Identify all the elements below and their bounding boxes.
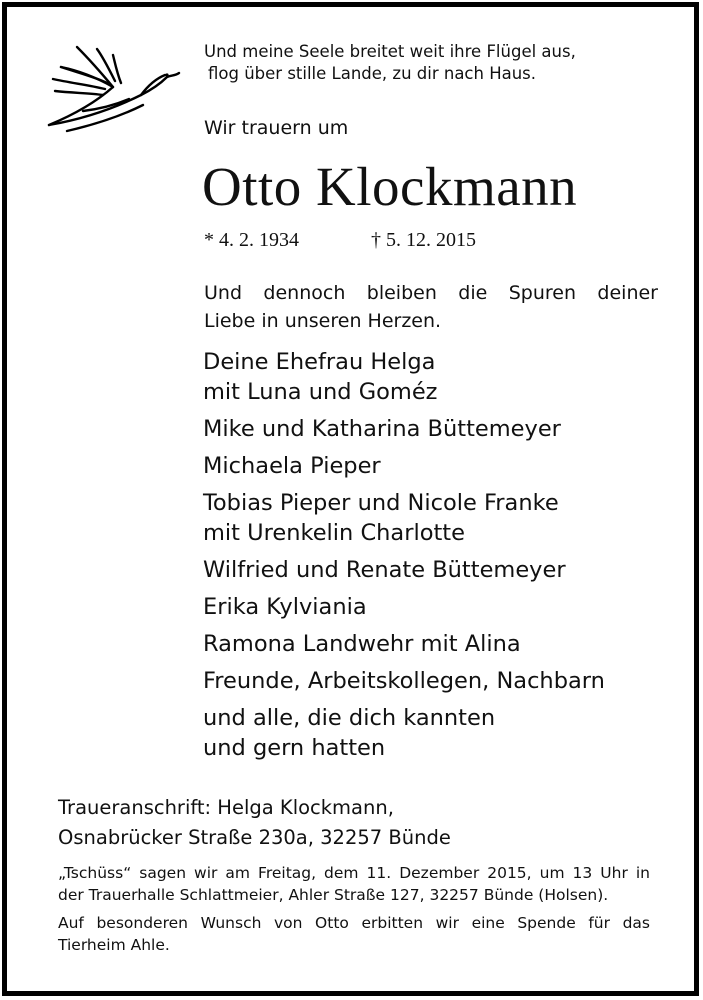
- verse-line: Liebe in unseren Herzen.: [204, 310, 442, 332]
- deceased-name: Otto Klockmann: [202, 156, 578, 217]
- note-line: „Tschüss“ sagen wir am Freitag, dem 11. Dezember 2015, um 13 Uhr in: [58, 864, 650, 882]
- mourner-line: Erika Kylviania: [203, 594, 367, 620]
- verse-line: Und dennoch bleiben die Spuren deiner: [204, 282, 658, 304]
- address-line: Traueranschrift: Helga Klockmann,: [58, 796, 394, 819]
- dove-icon: [43, 39, 183, 139]
- mourner-line: Tobias Pieper und Nicole Franke: [203, 490, 559, 516]
- epigraph-line: Und meine Seele breitet weit ihre Flügel aus,: [204, 42, 576, 61]
- mourner-line: Mike und Katharina Büttemeyer: [203, 416, 561, 442]
- mourner-line: Wilfried und Renate Büttemeyer: [203, 557, 566, 583]
- mourner-line: mit Urenkelin Charlotte: [203, 520, 465, 546]
- note-line: Auf besonderen Wunsch von Otto erbitten wir eine Spende für das: [58, 914, 650, 932]
- mourner-entry: [203, 451, 605, 481]
- funeral-notes: [58, 862, 650, 962]
- note-line: der Trauerhalle Schlattmeier, Ahler Straße 127, 32257 Bünde (Holsen).: [58, 886, 609, 904]
- mourner-line: mit Luna und Goméz: [203, 379, 438, 405]
- mourners-list: [203, 347, 605, 770]
- mourner-line: Deine Ehefrau Helga: [203, 349, 436, 375]
- mourner-entry: [203, 592, 605, 622]
- address-line: Osnabrücker Straße 230a, 32257 Bünde: [58, 826, 451, 849]
- funeral-service-note: [58, 862, 650, 906]
- donation-note: [58, 912, 650, 956]
- obituary-card: [2, 2, 699, 996]
- epigraph-line: flog über stille Lande, zu dir nach Haus.: [208, 64, 537, 83]
- mourner-line: Ramona Landwehr mit Alina: [203, 631, 521, 657]
- mourner-entry: [203, 555, 605, 585]
- mourner-entry: [203, 703, 605, 763]
- death-date: † 5. 12. 2015: [371, 229, 476, 251]
- mourner-entry: [203, 666, 605, 696]
- mourner-entry: [203, 488, 605, 548]
- mourner-line: Freunde, Arbeitskollegen, Nachbarn: [203, 668, 605, 694]
- mourner-line: Michaela Pieper: [203, 453, 381, 479]
- mourner-entry: [203, 629, 605, 659]
- mourner-line: und gern hatten: [203, 735, 386, 761]
- mourner-line: und alle, die dich kannten: [203, 705, 496, 731]
- condolence-address: [58, 793, 451, 853]
- epigraph: [204, 41, 576, 85]
- birth-date: * 4. 2. 1934: [204, 229, 299, 251]
- memorial-verse: [204, 279, 658, 335]
- mourner-entry: [203, 414, 605, 444]
- intro-text: Wir trauern um: [204, 117, 349, 139]
- mourner-entry: [203, 347, 605, 407]
- note-line: Tierheim Ahle.: [58, 936, 170, 954]
